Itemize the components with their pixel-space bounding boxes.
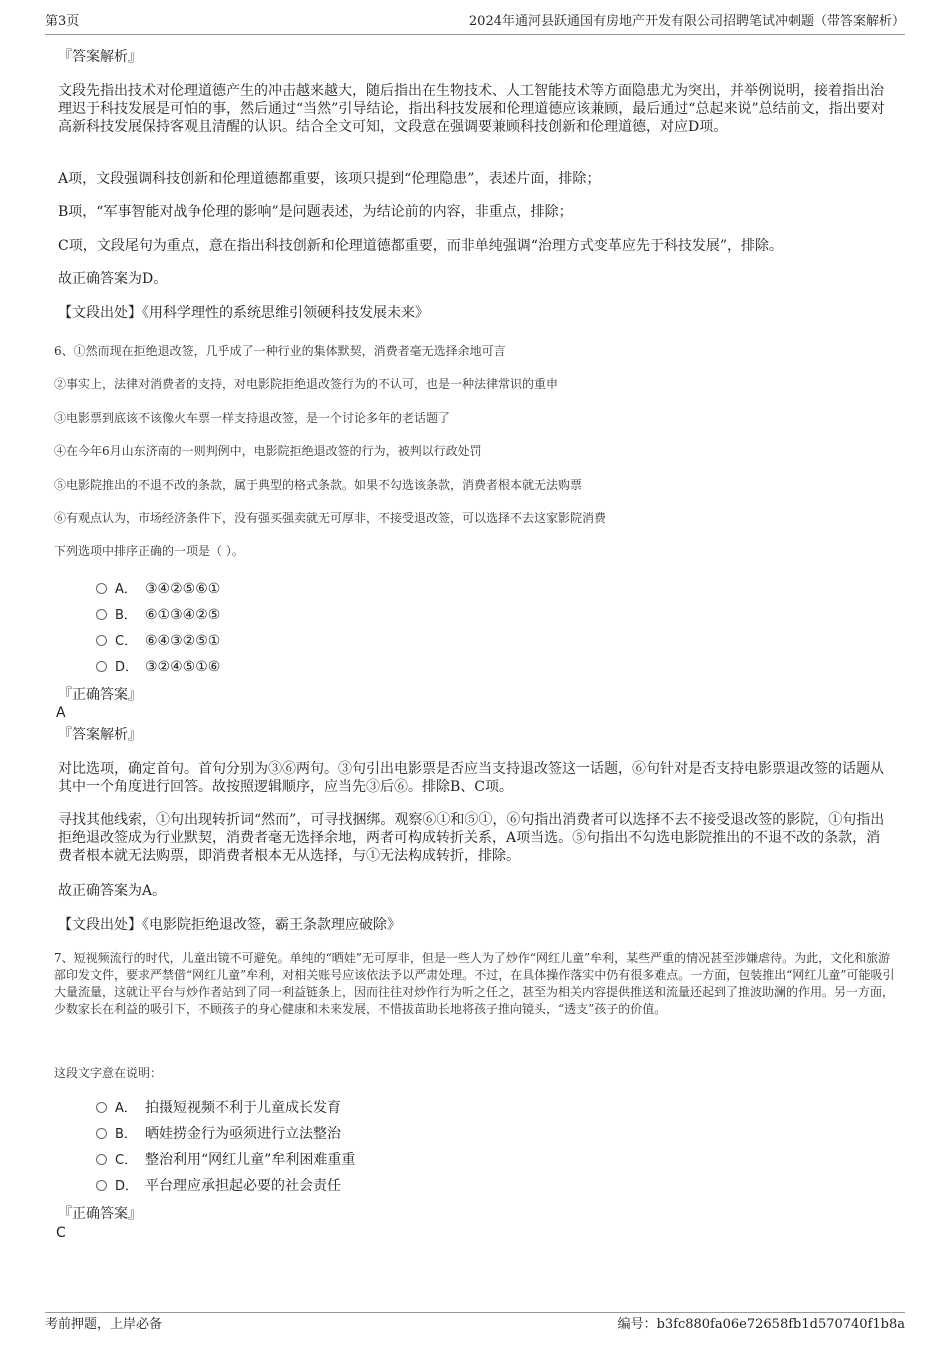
q6-source: 【文段出处】《电影院拒绝退改签，霸王条款理应破除》 [58, 917, 401, 933]
q7-option-a[interactable]: A． 拍摄短视频不利于儿童成长发育 [96, 1097, 341, 1119]
radio-icon[interactable] [96, 583, 107, 594]
q6-sentence-3: ③电影票到底该不该像火车票一样支持退改签，是一个讨论多年的老话题了 [54, 411, 451, 425]
radio-icon[interactable] [96, 1154, 107, 1165]
q6-analysis-label: 『答案解析』 [58, 727, 142, 743]
document-id: 编号：b3fc880fa06e72658fb1d570740f1b8a [617, 1317, 905, 1332]
q6-analysis-2: 寻找其他线索，①句出现转折词“然而”，可寻找捆绑。观察⑥①和⑤①，⑥句指出消费者可以选择不去不接受退改签的影院，①句指出拒绝退改签成为行业默契，消费者毫无选择余地，两者可构成转折关系，A项当选。⑤句指出不勾选电影院推出的不退不改的条款，消费者根本就无法购票，即消费者根本无从选择，与①无法构成转折，排除。 [58, 812, 885, 864]
q6-option-d[interactable]: D． ③②④⑤①⑥ [96, 656, 220, 678]
q6-option-c[interactable]: C． ⑥④③②⑤① [96, 630, 220, 652]
radio-icon[interactable] [96, 1102, 107, 1113]
q7-answer: C [56, 1225, 66, 1241]
document-title: 2024年通河县跃通国有房地产开发有限公司招聘笔试冲刺题（带答案解析） [468, 14, 905, 29]
page-number: 第3页 [45, 14, 80, 29]
q6-sentence-5: ⑤电影院推出的不退不改的条款，属于典型的格式条款。如果不勾选该条款，消费者根本就无法购票 [54, 478, 583, 492]
q5-source: 【文段出处】《用科学理性的系统思维引领硬科技发展未来》 [58, 305, 429, 321]
radio-icon[interactable] [96, 609, 107, 620]
q6-prompt: 下列选项中排序正确的一项是（ ）。 [54, 544, 244, 558]
q6-answer-label: 『正确答案』 [58, 687, 142, 703]
q6-sentence-4: ④在今年6月山东济南的一则判例中，电影院拒绝退改签的行为，被判以行政处罚 [54, 444, 482, 458]
q7-prompt: 这段文字意在说明： [54, 1066, 163, 1080]
radio-icon[interactable] [96, 635, 107, 646]
q5-conclusion: 故正确答案为D。 [58, 271, 168, 287]
q6-sentence-2: ②事实上，法律对消费者的支持，对电影院拒绝退改签行为的不认可，也是一种法律常识的重申 [54, 377, 559, 391]
radio-icon[interactable] [96, 1128, 107, 1139]
q7-option-d[interactable]: D． 平台理应承担起必要的社会责任 [96, 1175, 341, 1197]
footer-slogan: 考前押题，上岸必备 [45, 1317, 163, 1332]
q5-option-a-analysis: A项，文段强调科技创新和伦理道德都重要，该项只提到“伦理隐患”，表述片面，排除； [58, 171, 601, 187]
q5-option-b-analysis: B项，“军事智能对战争伦理的影响”是问题表述，为结论前的内容，非重点，排除； [58, 204, 573, 220]
radio-icon[interactable] [96, 1180, 107, 1191]
q7-answer-label: 『正确答案』 [58, 1206, 142, 1222]
q5-analysis-text: 文段先指出技术对伦理道德产生的冲击越来越大，随后指出在生物技术、人工智能技术等方面隐患尤为突出，并举例说明，接着指出治理迟于科技发展是可怕的事，然后通过“当然”引导结论，指出科技发展和伦理道德应该兼顾，最后通过“总起来说”总结前文，指出要对高新科技发展保持客观且清醒的认识。结合全文可知，文段意在强调要兼顾科技创新和伦理道德，对应D项。 [58, 83, 885, 135]
radio-icon[interactable] [96, 661, 107, 672]
q6-answer: A [56, 705, 66, 721]
q7-option-b[interactable]: B． 晒娃捞金行为亟须进行立法整治 [96, 1123, 341, 1145]
page-footer [45, 1312, 905, 1335]
q6-option-a[interactable]: A． ③④②⑤⑥① [96, 578, 220, 600]
q6-option-b[interactable]: B． ⑥①③④②⑤ [96, 604, 220, 626]
q5-analysis-label: 『答案解析』 [58, 49, 142, 65]
q6-sentence-1: 6、①然而现在拒绝退改签，几乎成了一种行业的集体默契，消费者毫无选择余地可言 [54, 344, 506, 358]
q6-conclusion: 故正确答案为A。 [58, 883, 167, 899]
page-header [45, 12, 905, 35]
q5-option-c-analysis: C项，文段尾句为重点，意在指出科技创新和伦理道德都重要，而非单纯强调“治理方式变革应先于科技发展”，排除。 [58, 238, 784, 254]
q6-sentence-6: ⑥有观点认为，市场经济条件下，没有强买强卖就无可厚非，不接受退改签，可以选择不去这家影院消费 [54, 511, 607, 525]
q6-analysis-1: 对比选项，确定首句。首句分别为③⑥两句。③句引出电影票是否应当支持退改签这一话题，⑥句针对是否支持电影票退改签的话题从其中一个角度进行回答。故按照逻辑顺序，应当先③后⑥。排除B、C项。 [58, 761, 884, 795]
q7-stem: 7、短视频流行的时代，儿童出镜不可避免。单纯的“晒娃”无可厚非，但是一些人为了炒作“网红儿童”牟利，某些严重的情况甚至涉嫌虐待。为此，文化和旅游部印发文件，要求严禁借“网红儿童”牟利，对相关账号应该依法予以严肃处理。不过，在具体操作落实中仍有很多难点。一方面，包装推出“网红儿童”可能吸引大量流量，这就让平台与炒作者站到了同一利益链条上，因而往往对炒作行为听之任之，甚至为相关内容提供推送和流量还起到了推波助澜的作用。另一方面，少数家长在利益的吸引下，不顾孩子的身心健康和未来发展，不惜拔苗助长地将孩子推向镜头，“透支”孩子的价值。 [54, 951, 895, 1016]
q7-option-c[interactable]: C． 整治利用“网红儿童”牟利困难重重 [96, 1149, 355, 1171]
